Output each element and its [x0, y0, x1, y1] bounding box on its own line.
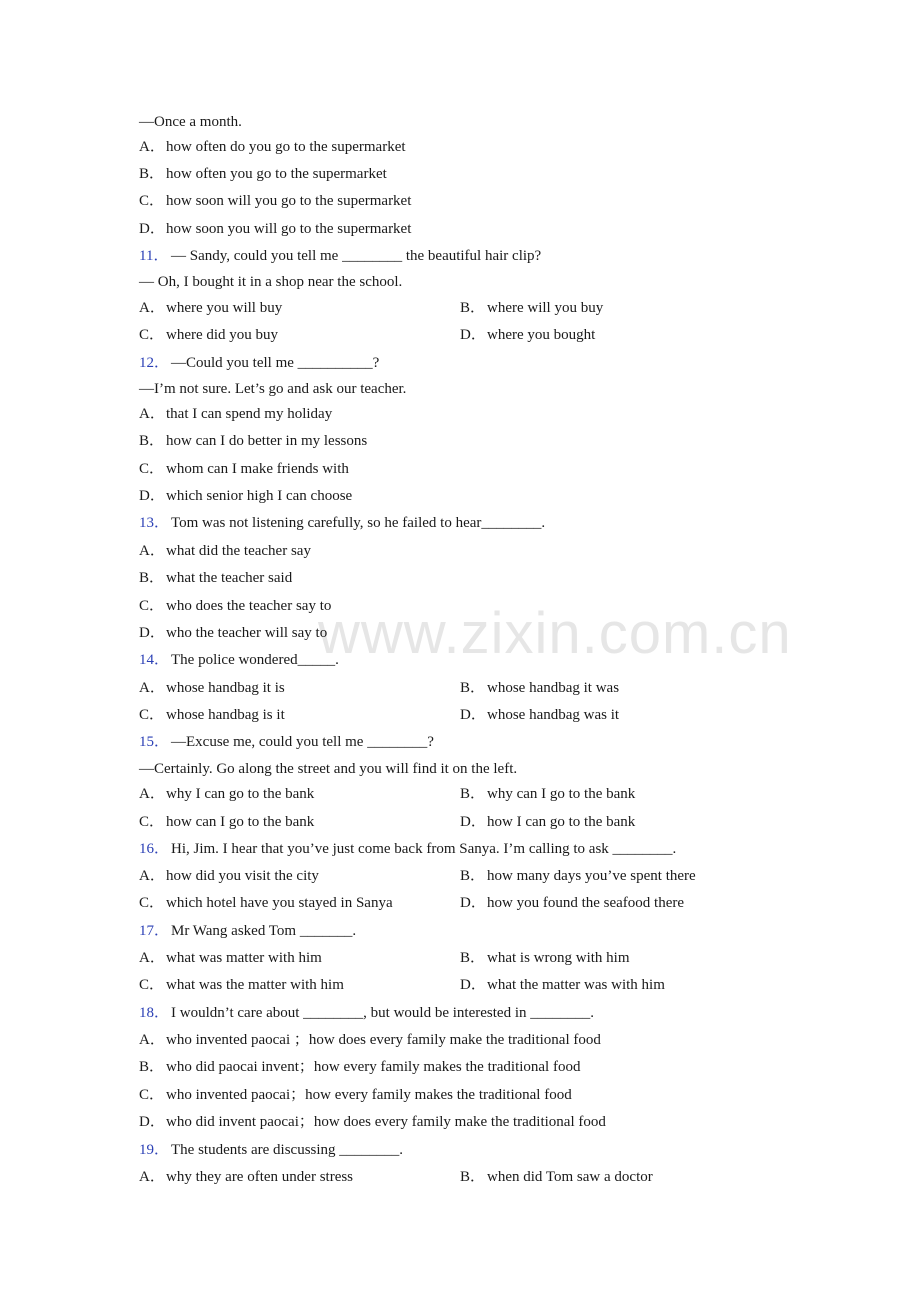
option-c[interactable]	[139, 1085, 572, 1105]
option-b[interactable]	[460, 866, 696, 886]
option-text: which senior high I can choose	[166, 488, 353, 504]
option-label: A．	[139, 950, 165, 966]
question-14	[139, 650, 339, 670]
option-label: C．	[139, 327, 165, 343]
option-text: why can I go to the bank	[487, 786, 636, 802]
question-16	[139, 839, 676, 859]
question-19	[139, 1140, 403, 1160]
option-text: how often do you go to the supermarket	[166, 139, 406, 155]
option-label: A．	[139, 139, 165, 155]
option-label: B．	[460, 950, 486, 966]
option-b[interactable]	[139, 431, 367, 451]
option-label: B．	[460, 1169, 486, 1185]
option-label: C．	[139, 461, 165, 477]
option-label: B．	[460, 786, 486, 802]
option-c[interactable]	[139, 812, 314, 832]
option-text: where will you buy	[487, 300, 604, 316]
option-text: what the teacher said	[166, 570, 293, 586]
option-b[interactable]	[460, 1167, 653, 1187]
question-stem: —Excuse me, could you tell me ________?	[171, 734, 434, 750]
option-c[interactable]	[139, 191, 411, 211]
option-c[interactable]	[139, 459, 349, 479]
option-d[interactable]	[139, 486, 352, 506]
watermark: www.zixin.com.cn	[318, 601, 792, 666]
option-text: whose handbag is it	[166, 707, 285, 723]
option-d[interactable]	[139, 1112, 606, 1132]
question-12	[139, 353, 379, 373]
option-label: D．	[139, 1114, 165, 1130]
question-18	[139, 1003, 594, 1023]
option-text: how many days you’ve spent there	[487, 868, 696, 884]
option-d[interactable]	[460, 893, 684, 913]
question-stem: The police wondered_____.	[171, 652, 339, 668]
question-11	[139, 246, 541, 266]
option-c[interactable]	[139, 975, 344, 995]
option-label: C．	[139, 598, 165, 614]
question-stem: —Could you tell me __________?	[171, 355, 380, 371]
option-b[interactable]	[139, 1057, 580, 1077]
option-text: how did you visit the city	[166, 868, 319, 884]
option-label: C．	[139, 814, 165, 830]
option-a[interactable]	[139, 678, 285, 698]
option-text: that I can spend my holiday	[166, 406, 333, 422]
option-label: A．	[139, 406, 165, 422]
option-text: why they are often under stress	[166, 1169, 354, 1185]
option-d[interactable]	[139, 623, 327, 643]
question-number: 16．	[139, 841, 170, 857]
answer-line: —Once a month.	[139, 114, 242, 130]
option-label: D．	[460, 327, 486, 343]
option-text: whose handbag was it	[487, 707, 620, 723]
option-d[interactable]	[460, 325, 595, 345]
option-c[interactable]	[139, 325, 278, 345]
option-text: what is wrong with him	[487, 950, 630, 966]
option-text: who invented paocai；how every family makes the traditional food	[166, 1087, 572, 1103]
option-b[interactable]	[460, 678, 619, 698]
question-number: 15．	[139, 734, 170, 750]
option-d[interactable]	[460, 812, 635, 832]
option-text: who invented paocai ；how does every family make the traditional food	[166, 1032, 601, 1048]
option-a[interactable]	[139, 404, 332, 424]
option-text: whom can I make friends with	[166, 461, 349, 477]
option-text: whose handbag it is	[166, 680, 285, 696]
option-label: B．	[139, 433, 165, 449]
option-text: whose handbag it was	[487, 680, 620, 696]
question-13	[139, 513, 545, 533]
option-label: A．	[139, 543, 165, 559]
option-label: B．	[139, 570, 165, 586]
option-label: A．	[139, 680, 165, 696]
option-text: who did paocai invent；how every family makes the traditional food	[166, 1059, 581, 1075]
option-text: how you found the seafood there	[487, 895, 685, 911]
option-c[interactable]	[139, 893, 393, 913]
question-stem: Mr Wang asked Tom _______.	[171, 923, 357, 939]
option-label: B．	[460, 868, 486, 884]
reply-line: —Certainly. Go along the street and you will find it on the left.	[139, 761, 518, 777]
option-label: A．	[139, 300, 165, 316]
question-15	[139, 732, 434, 752]
option-text: which hotel have you stayed in Sanya	[166, 895, 393, 911]
question-number: 11．	[139, 248, 169, 264]
option-text: when did Tom saw a doctor	[487, 1169, 653, 1185]
option-label: D．	[139, 488, 165, 504]
option-label: C．	[139, 193, 165, 209]
option-text: where did you buy	[166, 327, 279, 343]
option-label: B．	[139, 166, 165, 182]
option-label: A．	[139, 868, 165, 884]
option-text: what was the matter with him	[166, 977, 344, 993]
option-d[interactable]	[139, 219, 411, 239]
option-text: who the teacher will say to	[166, 625, 328, 641]
option-text: how soon you will go to the supermarket	[166, 221, 412, 237]
option-label: B．	[460, 680, 486, 696]
option-text: what did the teacher say	[166, 543, 311, 559]
option-b[interactable]	[139, 164, 387, 184]
option-text: how can I go to the bank	[166, 814, 315, 830]
option-a[interactable]	[139, 137, 406, 157]
option-text: who did invent paocai；how does every family make the traditional food	[166, 1114, 606, 1130]
option-label: D．	[139, 625, 165, 641]
option-label: D．	[460, 895, 486, 911]
option-b[interactable]	[460, 784, 635, 804]
option-label: B．	[139, 1059, 165, 1075]
reply-line: —I’m not sure. Let’s go and ask our teacher.	[139, 381, 407, 397]
reply-line: — Oh, I bought it in a shop near the school.	[139, 274, 403, 290]
option-text: how can I do better in my lessons	[166, 433, 368, 449]
option-label: D．	[460, 707, 486, 723]
option-label: D．	[460, 814, 486, 830]
option-label: C．	[139, 1087, 165, 1103]
question-number: 13．	[139, 515, 170, 531]
option-text: how I can go to the bank	[487, 814, 636, 830]
option-text: where you will buy	[166, 300, 283, 316]
option-d[interactable]	[460, 975, 665, 995]
option-text: how often you go to the supermarket	[166, 166, 387, 182]
option-a[interactable]	[139, 1167, 353, 1187]
question-stem: — Sandy, could you tell me ________ the beautiful hair clip?	[171, 248, 542, 264]
option-a[interactable]	[139, 1030, 601, 1050]
question-17	[139, 921, 356, 941]
question-stem: Tom was not listening carefully, so he failed to hear________.	[171, 515, 546, 531]
option-label: B．	[460, 300, 486, 316]
question-number: 14．	[139, 652, 170, 668]
option-b[interactable]	[139, 568, 292, 588]
option-label: A．	[139, 1032, 165, 1048]
option-label: A．	[139, 786, 165, 802]
question-stem: The students are discussing ________.	[171, 1142, 404, 1158]
option-a[interactable]	[139, 866, 319, 886]
option-a[interactable]	[139, 784, 314, 804]
option-label: D．	[460, 977, 486, 993]
option-label: A．	[139, 1169, 165, 1185]
option-text: where you bought	[487, 327, 596, 343]
option-label: C．	[139, 895, 165, 911]
option-text: what the matter was with him	[487, 977, 665, 993]
option-text: how soon will you go to the supermarket	[166, 193, 412, 209]
option-d[interactable]	[460, 705, 619, 725]
question-stem: I wouldn’t care about ________, but would be interested in ________.	[171, 1005, 594, 1021]
question-number: 18．	[139, 1005, 170, 1021]
option-a[interactable]	[139, 948, 322, 968]
option-text: why I can go to the bank	[166, 786, 315, 802]
option-c[interactable]	[139, 705, 285, 725]
option-b[interactable]	[460, 948, 630, 968]
option-label: C．	[139, 707, 165, 723]
option-label: D．	[139, 221, 165, 237]
option-text: what was matter with him	[166, 950, 322, 966]
question-stem: Hi, Jim. I hear that you’ve just come back from Sanya. I’m calling to ask ________.	[171, 841, 677, 857]
option-label: C．	[139, 977, 165, 993]
question-number: 19．	[139, 1142, 170, 1158]
option-text: who does the teacher say to	[166, 598, 332, 614]
question-number: 12．	[139, 355, 170, 371]
option-c[interactable]	[139, 596, 331, 616]
option-a[interactable]	[139, 298, 282, 318]
option-b[interactable]	[460, 298, 603, 318]
question-number: 17．	[139, 923, 170, 939]
option-a[interactable]	[139, 541, 311, 561]
